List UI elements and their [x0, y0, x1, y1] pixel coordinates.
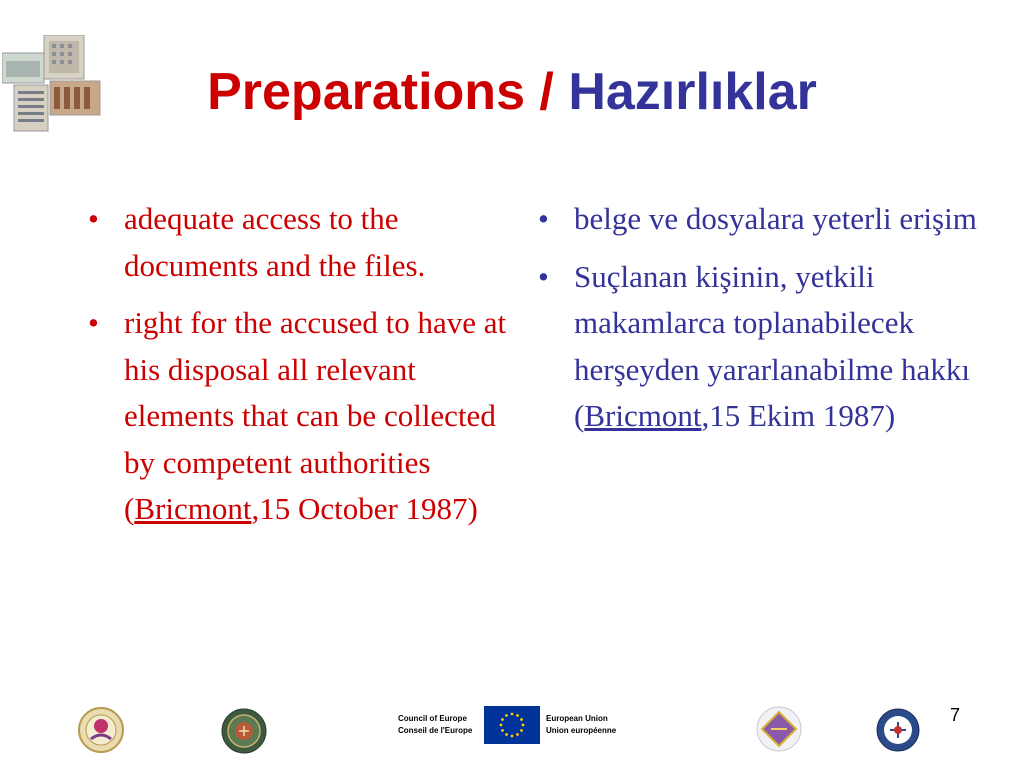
- court-seal-icon: [221, 708, 267, 759]
- justice-academy-seal-icon: [78, 707, 124, 758]
- slide-title: [0, 62, 1024, 122]
- english-bullet-item: [88, 300, 508, 533]
- title-english: Preparations: [207, 63, 525, 121]
- english-bullet-item: [88, 196, 508, 289]
- title-turkish: Hazırlıklar: [568, 63, 817, 121]
- bullet-marker: •: [88, 201, 99, 236]
- bullet-text: Suçlanan kişinin, yetkili makamlarca toplanabilecek herşeyden yararlanabilme hakkı (: [574, 258, 970, 433]
- turkish-bullet-item: [538, 196, 978, 243]
- title-separator: /: [524, 63, 569, 121]
- bullet-text: right for the accused to have at his disposal all relevant elements that can be collected by competent authorities (: [124, 305, 507, 526]
- ministry-seal-icon: [876, 708, 920, 757]
- turkish-bullet-item: [538, 254, 978, 440]
- eu-flag: [484, 706, 540, 744]
- coe-line1: Council of Europe: [398, 714, 467, 723]
- bullet-marker: •: [88, 305, 99, 340]
- diamond-emblem-icon: [756, 706, 802, 757]
- page-number: 7: [950, 705, 961, 725]
- turkish-bullet-list: [538, 196, 978, 440]
- bullet-marker: •: [538, 258, 549, 294]
- bullet-text: belge ve dosyalara yeterli erişim: [574, 201, 977, 236]
- english-column: [88, 196, 508, 544]
- bullet-text-tail: ,15 October 1987): [251, 491, 478, 526]
- bullet-marker: •: [538, 201, 549, 236]
- coe-eu-banner: [398, 706, 624, 744]
- bullet-text: adequate access to the documents and the files.: [124, 201, 426, 283]
- bricmont-link[interactable]: Bricmont: [134, 491, 252, 526]
- bullet-text-tail: ,15 Ekim 1987): [701, 398, 896, 433]
- eu-line1: European Union: [546, 714, 608, 723]
- bricmont-link[interactable]: Bricmont: [584, 398, 702, 433]
- turkish-column: [538, 196, 978, 451]
- english-bullet-list: [88, 196, 508, 533]
- eu-line2: Union européenne: [546, 726, 617, 735]
- coe-line2: Conseil de l'Europe: [398, 726, 473, 735]
